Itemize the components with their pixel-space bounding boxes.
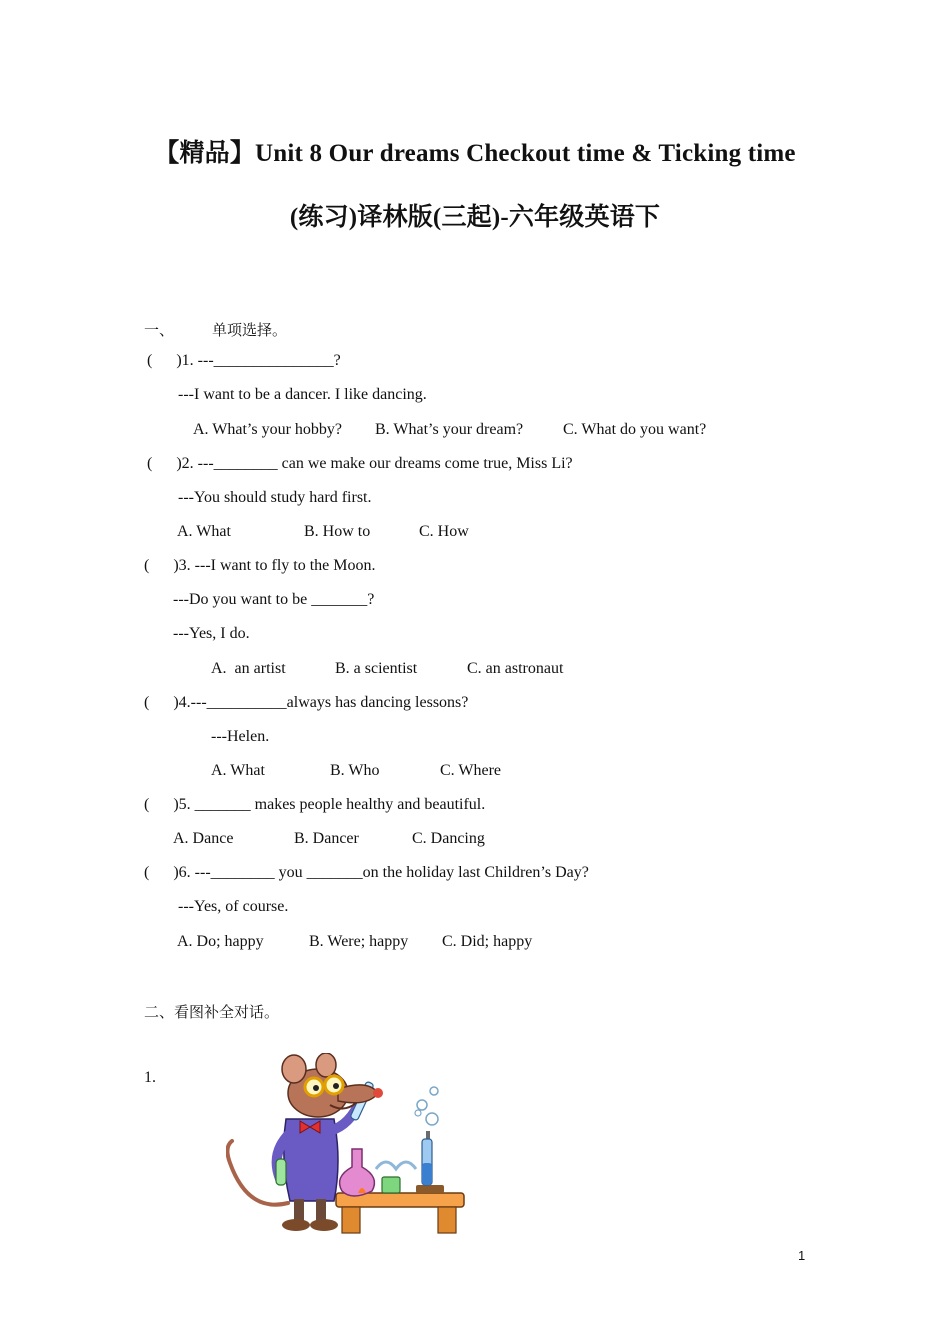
question-2-option-c: C. How bbox=[419, 523, 469, 540]
section2-heading: 二、看图补全对话。 bbox=[144, 1003, 280, 1021]
question-6-option-b: B. Were; happy bbox=[309, 933, 409, 950]
page-number: 1 bbox=[798, 1248, 806, 1263]
section1-number: 一、 bbox=[144, 321, 175, 339]
section1-heading: 单项选择。 bbox=[212, 321, 288, 339]
section2-item-1-number: 1. bbox=[144, 1069, 156, 1086]
mouse-scientist-illustration bbox=[226, 1053, 476, 1238]
question-6-option-a: A. Do; happy bbox=[177, 933, 264, 950]
question-1-stem: ( )1. ---_______________? bbox=[147, 352, 341, 369]
question-3-stem: ( )3. ---I want to fly to the Moon. bbox=[144, 557, 376, 574]
question-1-option-a: A. What’s your hobby? bbox=[193, 421, 343, 438]
document-title-line-2: (练习)译林版(三起)-六年级英语下 bbox=[289, 204, 661, 231]
question-2-option-a: A. What bbox=[177, 523, 231, 540]
question-4-option-a: A. What bbox=[211, 762, 265, 779]
question-3-option-c: C. an astronaut bbox=[467, 660, 564, 677]
question-4-answer-line: ---Helen. bbox=[211, 728, 270, 745]
question-4-option-c: C. Where bbox=[440, 762, 502, 779]
question-6-answer-line: ---Yes, of course. bbox=[178, 898, 289, 915]
question-3-line-2: ---Yes, I do. bbox=[173, 625, 250, 642]
question-3-option-b: B. a scientist bbox=[335, 660, 418, 677]
question-5-option-a: A. Dance bbox=[173, 830, 234, 847]
question-2-option-b: B. How to bbox=[304, 523, 371, 540]
question-1-option-c: C. What do you want? bbox=[563, 421, 707, 438]
document-title-line-1: 【精品】Unit 8 Our dreams Checkout time & Ticking time bbox=[154, 140, 796, 167]
question-5-option-c: C. Dancing bbox=[412, 830, 485, 847]
question-1-answer-line: ---I want to be a dancer. I like dancing. bbox=[178, 386, 427, 403]
question-1-option-b: B. What’s your dream? bbox=[375, 421, 524, 438]
question-6-option-c: C. Did; happy bbox=[442, 933, 533, 950]
question-4-option-b: B. Who bbox=[330, 762, 380, 779]
question-4-stem: ( )4.---__________always has dancing lessons? bbox=[144, 694, 469, 711]
question-5-stem: ( )5. _______ makes people healthy and beautiful. bbox=[144, 796, 486, 813]
question-2-answer-line: ---You should study hard first. bbox=[178, 489, 372, 506]
question-3-line-1: ---Do you want to be _______? bbox=[173, 591, 375, 608]
question-2-stem: ( )2. ---________ can we make our dreams come true, Miss Li? bbox=[147, 455, 573, 472]
question-3-option-a: A. an artist bbox=[211, 660, 286, 677]
question-5-option-b: B. Dancer bbox=[294, 830, 359, 847]
question-6-stem: ( )6. ---________ you _______on the holiday last Children’s Day? bbox=[144, 864, 589, 881]
